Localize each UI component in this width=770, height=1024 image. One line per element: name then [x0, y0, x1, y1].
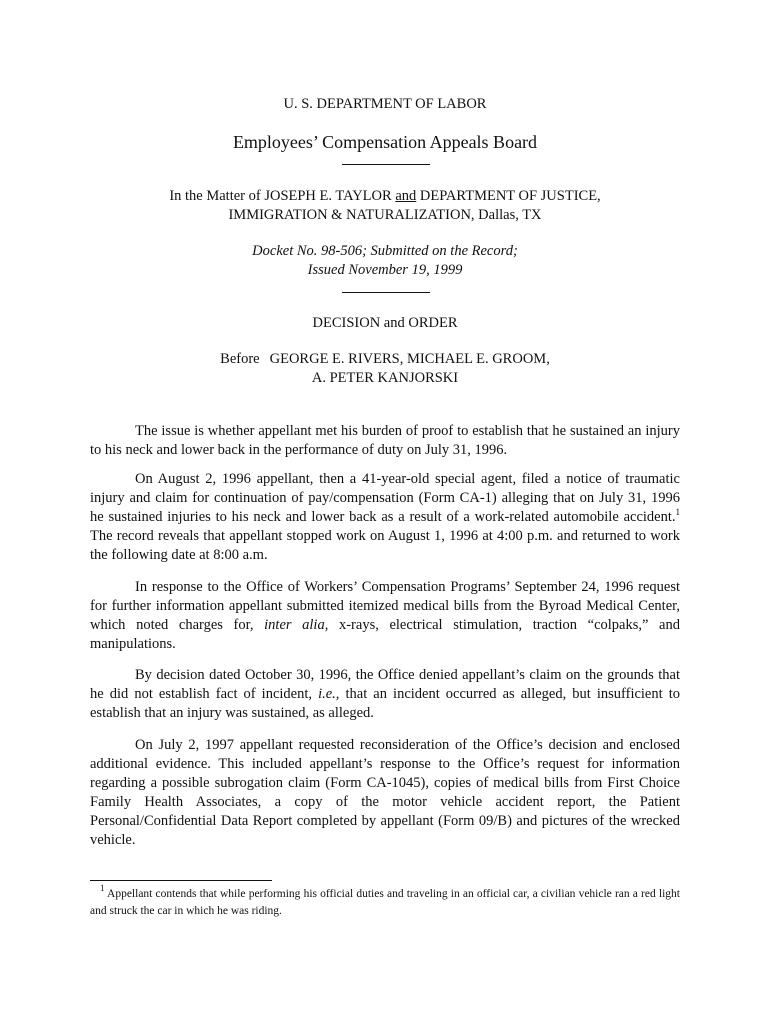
- paragraph-denial-text-b: that an incident occurred as alleged, but insufficient to establish that an injury was sustained, as alleged.: [90, 686, 680, 721]
- title-divider: [342, 164, 430, 165]
- docket-info: [0, 242, 770, 280]
- paragraph-denial-text-a: By decision dated October 30, 1996, the Office denied appellant’s claim on the grounds that he did not establish fact of incident,: [90, 667, 680, 702]
- board-title: Employees’ Compensation Appeals Board: [232, 132, 538, 152]
- docket-divider: [342, 292, 430, 293]
- decision-title: DECISION and ORDER: [312, 315, 458, 331]
- before-label: Before: [220, 351, 260, 367]
- paragraph-response-text-b: x-rays, electrical stimulation, traction “colpaks,” and manipulations.: [90, 617, 680, 652]
- matter-line-1-prefix: In the Matter of JOSEPH E. TAYLOR: [169, 188, 396, 204]
- department-heading: U. S. DEPARTMENT OF LABOR: [283, 96, 487, 112]
- matter-line-1: [0, 187, 770, 206]
- docket-line-1: Docket No. 98-506; Submitted on the Record;: [252, 243, 518, 259]
- footnote-text: Appellant contends that while performing his official duties and traveling in an official car, a civilian vehicle ran a red light and struck the car in which he was riding.: [90, 888, 680, 917]
- matter-line-2: IMMIGRATION & NATURALIZATION, Dallas, TX: [228, 207, 542, 223]
- paragraph-issue: The issue is whether appellant met his burden of proof to establish that he sustained an injury to his neck and lower back in the performance of duty on July 31, 1996.: [90, 423, 680, 458]
- paragraph-claim-text-a: On August 2, 1996 appellant, then a 41-year-old special agent, filed a notice of traumatic injury and claim for continuation of pay/compensation (Form CA-1) alleging that on July 31, 1996 he sustained injuries to his neck and lower back as a result of a work-related automobile accident.: [90, 471, 680, 525]
- panel-members-2: A. PETER KANJORSKI: [311, 370, 459, 386]
- docket-line-2: Issued November 19, 1999: [307, 262, 463, 278]
- footnote-marker: 1: [100, 883, 105, 893]
- paragraph-denial: [90, 666, 680, 723]
- matter-caption: [0, 187, 770, 225]
- footnote-reference[interactable]: 1: [675, 507, 680, 517]
- panel-line-1: [0, 350, 770, 369]
- panel-before: [0, 350, 770, 388]
- footnote: [90, 883, 680, 920]
- ie-term: i.e.,: [318, 686, 340, 702]
- matter-line-1-suffix: DEPARTMENT OF JUSTICE,: [416, 188, 601, 204]
- paragraph-claim-text-b: The record reveals that appellant stopped work on August 1, 1996 at 4:00 p.m. and returned to work the following date at 8:00 a.m.: [90, 528, 680, 563]
- inter-alia-term: inter alia,: [264, 617, 329, 633]
- matter-and: and: [395, 188, 417, 204]
- paragraph-reconsideration: On July 2, 1997 appellant requested reconsideration of the Office’s decision and enclosed additional evidence. This included appellant’s response to the Office’s request for information regarding a possible subrogation claim (Form CA-1045), copies of medical bills from First Choice Family Health Associates, a copy of the motor vehicle accident report, the Patient Personal/Confidential Data Report completed by appellant (Form 09/B) and pictures of the wrecked vehicle.: [90, 737, 680, 848]
- paragraph-response-text-a: In response to the Office of Workers’ Compensation Programs’ September 24, 1996 request for further information appellant submitted itemized medical bills from the Byroad Medical Center, which noted charges for,: [90, 579, 680, 633]
- footnote-divider: [90, 880, 272, 881]
- panel-members-1: GEORGE E. RIVERS, MICHAEL E. GROOM,: [269, 351, 550, 367]
- paragraph-response: [90, 578, 680, 654]
- paragraph-claim: [90, 470, 680, 565]
